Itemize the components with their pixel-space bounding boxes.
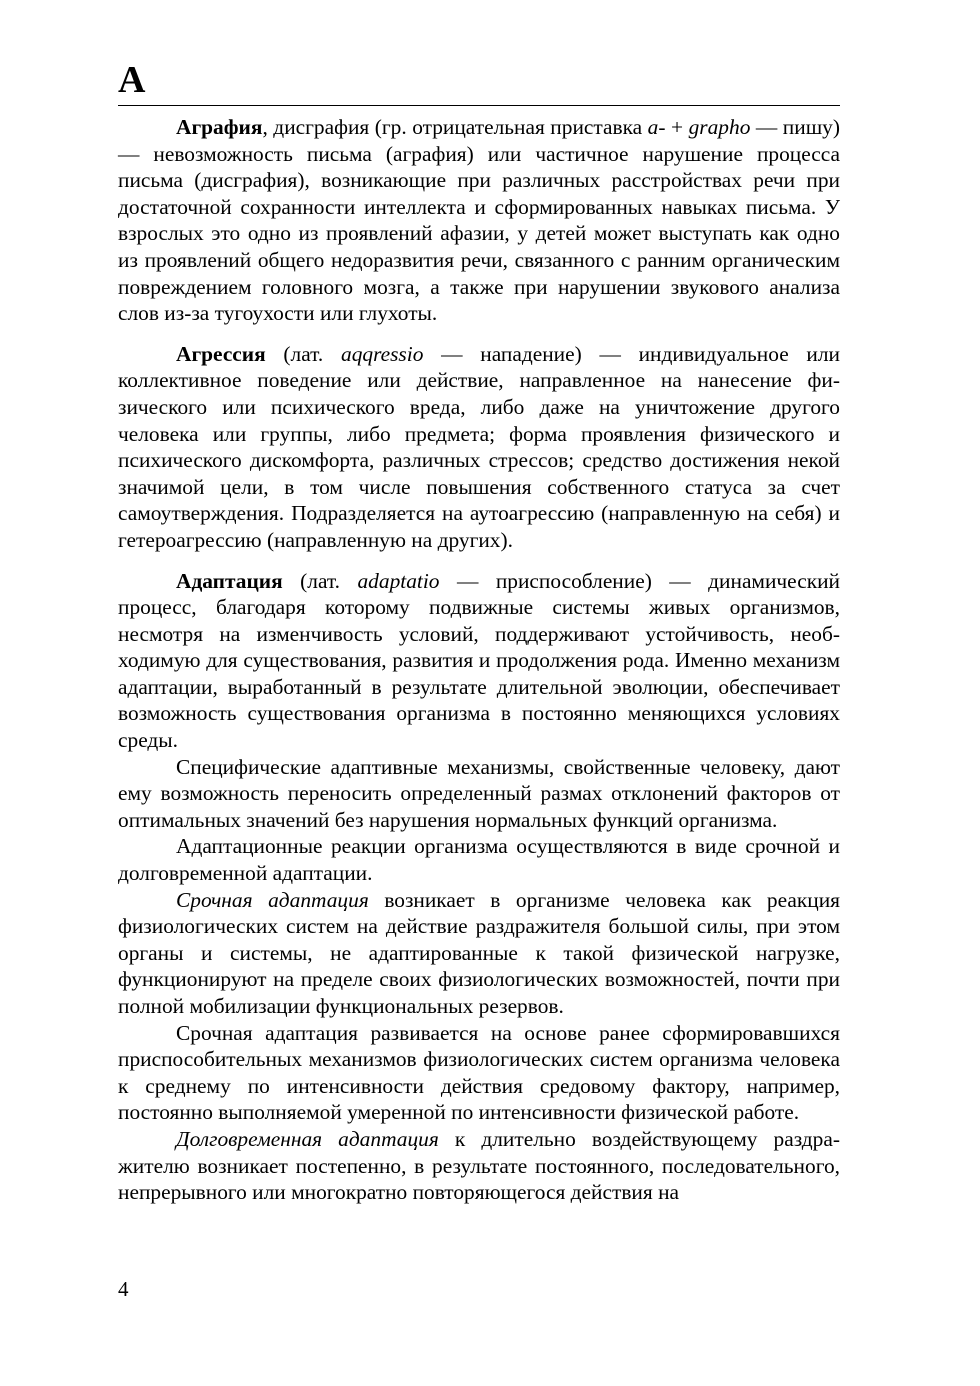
- italic-text: Долговременная адаптация: [176, 1126, 439, 1151]
- text-run: — пишу) — невозможность письма (аграфия) или частичное нарушение процесса письма (дисграфия), возникающие при различных расстройствах речи при достаточной сохранности интеллекта и сформированных навыках письма. У взрослых это одно из проявлений афазии, у детей может выступать как одно из проявлений общего недоразвития речи, связанного с ранним органическим повреждением головного мозга, а также при нарушении звукового анализа слов из-за тугоухости или глухоты.: [118, 115, 840, 326]
- entry-paragraph: [118, 833, 840, 886]
- entry-paragraph: [118, 754, 840, 834]
- entries-list: [118, 114, 840, 1206]
- text-run: (лат.: [282, 568, 358, 593]
- text-run: Специфические адаптивные механизмы, свойственные человеку, дают ему возможность переносить определенный размах отклонений факторов от оптимальных значений без нарушения нормальных функций организма.: [118, 754, 840, 832]
- dictionary-entry: [118, 568, 840, 1206]
- dictionary-page: [118, 58, 840, 1220]
- text-run: Адаптационные реакции организма осуществляются в виде срочной и долговременной адаптации.: [118, 834, 840, 886]
- text-run: , дисграфия (гр. отрицательная приставка: [262, 115, 648, 139]
- text-run: к длительно воздействующему раздражителю возникает постепенно, в результате постоянного, последовательного, непрерывного или многократно повторяющегося действия на: [118, 1126, 840, 1205]
- entry-paragraph: [118, 341, 840, 554]
- text-run: +: [665, 115, 689, 139]
- text-run: Срочная адаптация развивается на основе ранее сформировавшихся приспособительных механизмов физиологических систем организма человека к среднему по интенсивности действия средовому фактору, например, постоянно выполняемой умеренной по интенсивности физической работе.: [118, 1020, 840, 1125]
- text-run: — приспособление) — динамический процесс, благодаря которому подвижные системы живых организмов, несмотря на изменчивость условий, поддерживают устойчивость, необходимую для существования, развития и продолжения рода. Именно механизм адаптации, выработанный в результате длительной эволюции, обеспечивает возможность существования организма в постоянно меняющихся условиях среды.: [118, 568, 840, 753]
- italic-text: a-: [647, 115, 666, 139]
- section-letter-heading: А: [118, 59, 146, 101]
- entry-term: Адаптация: [176, 568, 283, 593]
- entry-term: Агрессия: [176, 341, 266, 366]
- entry-paragraph: [118, 1020, 840, 1126]
- entry-paragraph: [118, 568, 840, 754]
- text-run: — нападение) — индивидуальное или коллективное поведение или действие, направленное на нанесение физического или психического вреда, либо даже на уничтожение другого человека или группы, либо предмета; форма проявления физического и психического дискомфорта, различных стрессов; средство достижения некой значимой цели, в том числе повышения собственного статуса за счет самоутверждения. Подразделяется на аутоагрессию (направленную на себя) и гетероагрессию (направленную на других).: [118, 341, 840, 552]
- dictionary-entry: [118, 341, 840, 554]
- entry-term: Аграфия: [176, 115, 263, 139]
- entry-paragraph: [118, 1126, 840, 1206]
- italic-text: aqqressio: [341, 341, 424, 366]
- text-run: (лат.: [265, 341, 341, 366]
- italic-text: Срочная адаптация: [176, 887, 369, 912]
- dictionary-entry: [118, 114, 840, 327]
- italic-text: grapho: [688, 115, 751, 139]
- entry-paragraph: [118, 887, 840, 1020]
- italic-text: adaptatio: [357, 568, 440, 593]
- page-number: 4: [118, 1277, 129, 1301]
- entry-paragraph: [118, 114, 840, 327]
- text-run: возникает в организме человека как реакция физиологических систем на действие раздражителя большой силы, при этом органы и системы, не адаптированные к такой физической нагрузке, функционируют на пределе своих физиологических возможностей, почти при полной мобилизации функциональных резервов.: [118, 887, 840, 1018]
- heading-rule: [118, 105, 840, 106]
